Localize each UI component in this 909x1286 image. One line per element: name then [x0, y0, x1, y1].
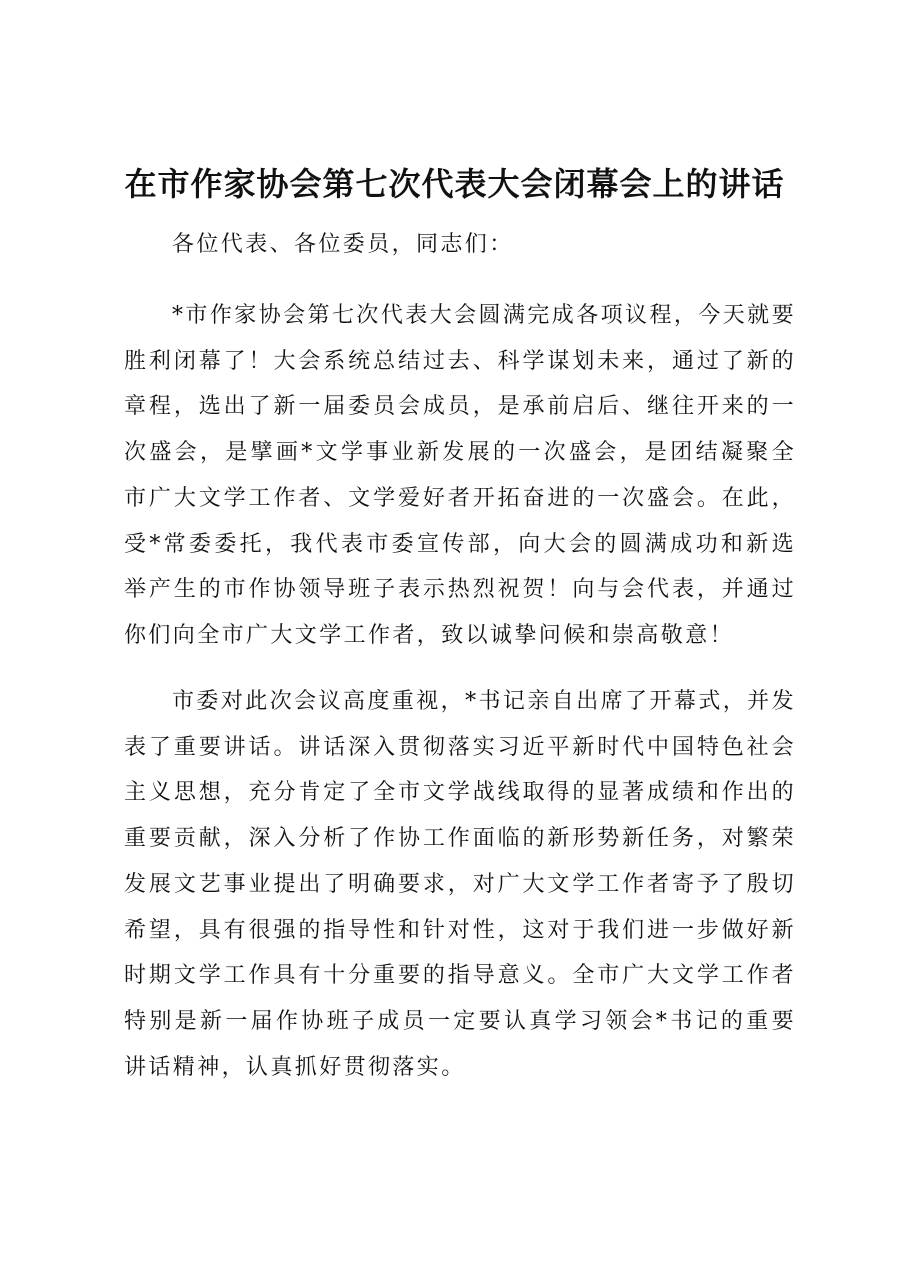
document-title: 在市作家协会第七次代表大会闭幕会上的讲话 — [124, 165, 785, 203]
paragraph-text: 市委对此次会议高度重视，*书记亲自出席了开幕式，并发表了重要讲话。讲话深入贯彻落实习近平新时代中国特色社会主义思想，充分肯定了全市文学战线取得的显著成绩和作出的重要贡献，深入分析了作协工作面临的新形势新任务，对繁荣发展文艺事业提出了明确要求，对广大文学工作者寄予了殷切希望，具有很强的指导性和针对性，这对于我们进一步做好新时期文学工作具有十分重要的指导意义。全市广大文学工作者特别是新一届作协班子成员一定要认真学习领会*书记的重要讲话精神，认真抓好贯彻落实。 — [124, 689, 796, 1080]
body-paragraph-1 — [124, 293, 796, 659]
body-paragraph-2 — [124, 679, 796, 1090]
paragraph-text: *市作家协会第七次代表大会圆满完成各项议程，今天就要胜利闭幕了！大会系统总结过去、科学谋划未来，通过了新的章程，选出了新一届委员会成员，是承前启后、继往开来的一次盛会，是擘画*文学事业新发展的一次盛会，是团结凝聚全市广大文学工作者、文学爱好者开拓奋进的一次盛会。在此，受*常委委托，我代表市委宣传部，向大会的圆满成功和新选举产生的市作协领导班子表示热烈祝贺！向与会代表，并通过你们向全市广大文学工作者，致以诚挚问候和崇高敬意！ — [124, 303, 796, 648]
greeting-line: 各位代表、各位委员，同志们： — [172, 232, 514, 257]
